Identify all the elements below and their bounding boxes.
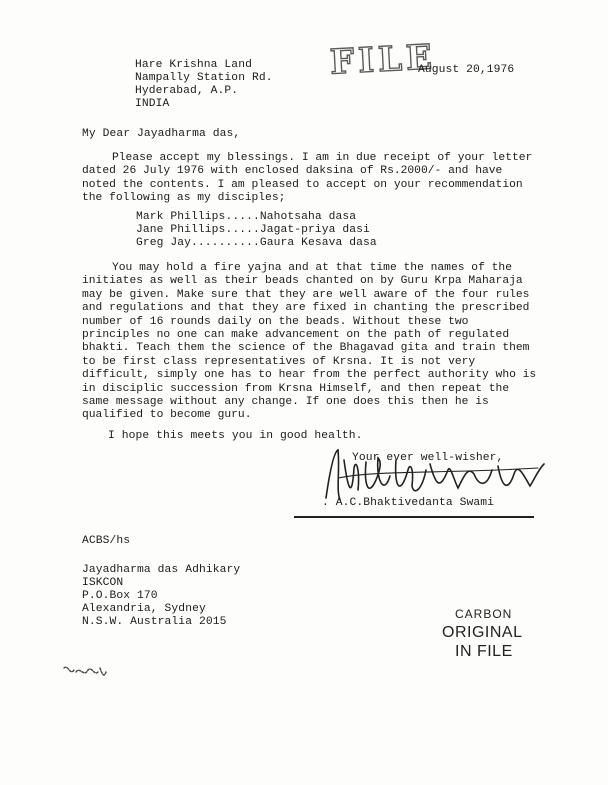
disciple-row	[136, 211, 356, 224]
recipient-line-1: Jayadharma das Adhikary	[82, 564, 241, 576]
paragraph-acceptance: Please accept my blessings. I am in due receipt of your letter dated 26 July 1976 with enclosed daksina of Rs.2000/- and have noted the contents. I am pleased to accept on your recommendation the following as my disciples;	[82, 152, 533, 205]
disciple-row	[136, 237, 377, 250]
recipient-line-4: Alexandria, Sydney	[82, 603, 206, 615]
carbon-stamp-in-file: IN FILE	[455, 643, 513, 660]
disciple-name: Greg Jay	[136, 237, 192, 249]
signature-underline	[294, 516, 534, 518]
disciple-dots: .....	[225, 211, 260, 223]
disciple-name: Jane Phillips	[136, 224, 226, 236]
recipient-line-3: P.O.Box 170	[82, 590, 158, 602]
letter-date: August 20,1976	[418, 64, 515, 76]
disciple-row	[136, 224, 370, 237]
sender-address-line-1: Hare Krishna Land	[135, 59, 252, 71]
disciple-name: Mark Phillips	[136, 211, 226, 223]
file-stamp: FILE	[329, 37, 437, 83]
recipient-line-5: N.S.W. Australia 2015	[82, 616, 227, 628]
disciple-dots: .....	[225, 224, 260, 236]
valediction: Your ever well-wisher,	[352, 452, 504, 464]
salutation: My Dear Jayadharma das,	[82, 128, 241, 140]
sender-address-line-4: INDIA	[135, 98, 170, 110]
carbon-stamp-original: ORIGINAL	[442, 624, 523, 641]
closing-line: I hope this meets you in good health.	[108, 430, 363, 442]
sender-address-line-3: Hyderabad, A.P.	[135, 85, 239, 97]
disciple-initiated-name: Gaura Kesava dasa	[259, 237, 377, 249]
carbon-stamp-label: CARBON	[455, 607, 513, 621]
sender-address-line-2: Nampally Station Rd.	[135, 72, 273, 84]
disciple-initiated-name: Nahotsaha dasa	[259, 211, 357, 223]
signatory-line: . A.C.Bhaktivedanta Swami	[322, 497, 494, 509]
disciple-initiated-name: Jagat-priya dasi	[259, 224, 370, 236]
signatory-name: A.C.Bhaktivedanta Swami	[335, 497, 494, 509]
disciple-dots: ..........	[191, 237, 260, 249]
reference-initials: ACBS/hs	[82, 535, 131, 547]
recipient-line-2: ISKCON	[82, 577, 124, 589]
handwritten-mark	[60, 658, 110, 688]
paragraph-instructions: You may hold a fire yajna and at that time the names of the initiates as well as their beads chanted on by Guru Krpa Maharaja may be given. Make sure that they are well aware of the four rules and regulations and that they are fixed in chanting the prescribed number of 16 rounds daily on the beads. Without these two principles no one can make advancement on the path of regulated bhakti. Teach them the science of the Bhagavad gita and train them to be first class representatives of Krsna. It is not very difficult, simply one has to hear from the perfect authority who is in disciplic succession from Krsna Himself, and then repeat the same message without any change. If one does this then he is qualified to become guru.	[82, 262, 537, 422]
